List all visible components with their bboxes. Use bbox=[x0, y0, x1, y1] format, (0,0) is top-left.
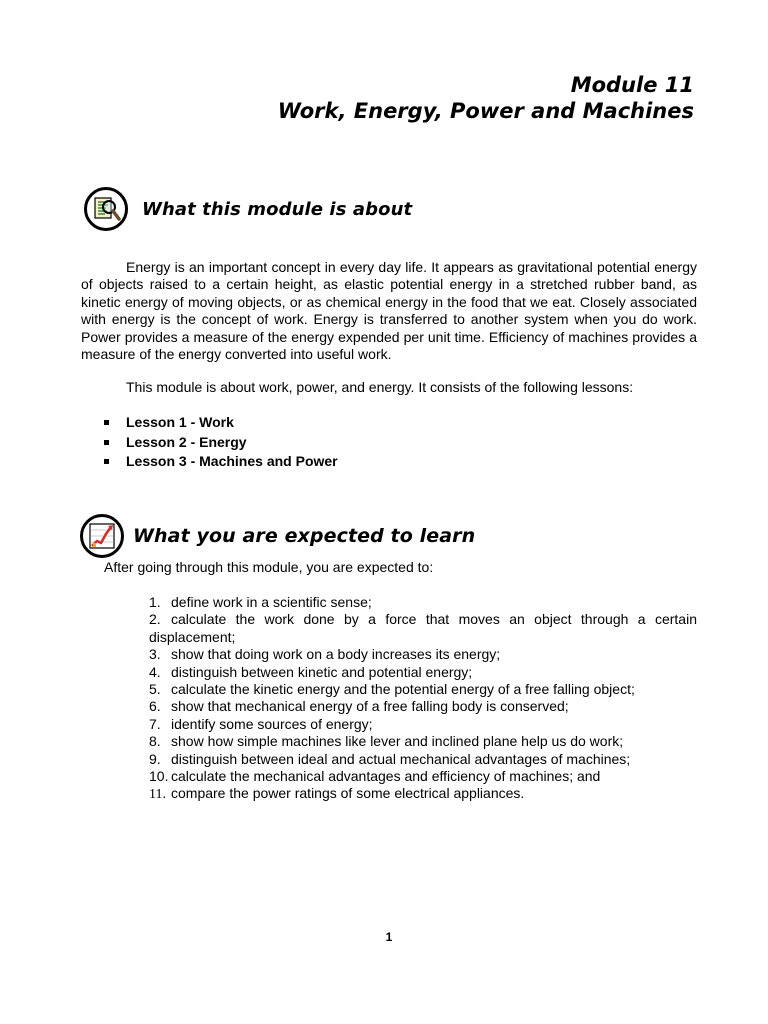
objective-text: show how simple machines like lever and inclined plane help us do work; bbox=[171, 733, 624, 750]
objective-text: identify some sources of energy; bbox=[171, 715, 373, 732]
list-item bbox=[149, 733, 697, 750]
section-title-expect: What you are expected to learn bbox=[133, 525, 476, 547]
list-item bbox=[149, 681, 697, 698]
objective-text: define work in a scientific sense; bbox=[171, 594, 372, 610]
objective-text: distinguish between kinetic and potential energy; bbox=[171, 663, 473, 680]
objective-number: 3. bbox=[149, 646, 161, 663]
list-item bbox=[104, 413, 338, 433]
lesson-label: Lesson 3 - Machines and Power bbox=[126, 453, 338, 469]
list-item bbox=[149, 716, 697, 733]
lesson-list bbox=[104, 413, 338, 472]
objective-text: calculate the mechanical advantages and efficiency of machines; and bbox=[171, 768, 601, 785]
objective-number: 1. bbox=[149, 594, 161, 610]
objective-number: 5. bbox=[149, 681, 161, 698]
bullet-icon bbox=[104, 420, 109, 425]
list-item bbox=[104, 433, 338, 453]
list-item bbox=[149, 664, 697, 681]
objective-text: compare the power ratings of some electrical appliances. bbox=[171, 785, 525, 802]
list-item bbox=[149, 611, 697, 646]
objective-text: calculate the work done by a force that moves an object through a certain displacement; bbox=[149, 611, 697, 645]
list-item bbox=[149, 594, 697, 611]
section-title-about: What this module is about bbox=[142, 198, 413, 220]
objective-number: 7. bbox=[149, 715, 161, 732]
list-item bbox=[149, 768, 697, 785]
section-heading-about bbox=[84, 187, 412, 231]
about-paragraph: Energy is an important concept in every day life. It appears as gravitational potential energy of objects raised to a certain height, as elastic potential energy in a stretched rubber band, as kinetic energy of moving objects, or as chemical energy in the food that we eat. Closely associated with energy is the concept of work. Energy is transferred to another system when you do work. Power provides a measure of the energy expended per unit time. Efficiency of machines provides a measure of the energy converted into useful work. bbox=[81, 259, 697, 363]
objective-text: distinguish between ideal and actual mechanical advantages of machines; bbox=[171, 750, 631, 767]
bullet-icon bbox=[104, 440, 109, 445]
objective-number: 11. bbox=[149, 787, 166, 803]
section-heading-expect bbox=[80, 514, 475, 558]
lessons-intro: This module is about work, power, and energy. It consists of the following lessons: bbox=[126, 379, 634, 395]
objective-number: 9. bbox=[149, 750, 161, 767]
objective-number: 10. bbox=[149, 768, 169, 785]
rising-chart-icon bbox=[80, 514, 124, 558]
module-title: Work, Energy, Power and Machines bbox=[277, 99, 694, 123]
bullet-icon bbox=[104, 459, 109, 464]
list-item bbox=[149, 751, 697, 768]
objective-number: 6. bbox=[149, 698, 161, 715]
page-number: 1 bbox=[385, 930, 393, 944]
objective-text: show that mechanical energy of a free falling body is conserved; bbox=[171, 698, 569, 715]
objectives-intro: After going through this module, you are expected to: bbox=[104, 559, 434, 575]
list-item bbox=[149, 785, 697, 803]
list-item bbox=[149, 698, 697, 715]
objective-list bbox=[149, 594, 697, 804]
objective-number: 4. bbox=[149, 663, 161, 680]
module-label: Module 11 bbox=[570, 73, 694, 97]
objective-text: calculate the kinetic energy and the potential energy of a free falling object; bbox=[171, 681, 635, 698]
module-header bbox=[278, 72, 694, 124]
objective-number: 8. bbox=[149, 733, 161, 750]
magnifier-document-icon bbox=[84, 187, 128, 231]
lesson-label: Lesson 2 - Energy bbox=[126, 433, 247, 450]
list-item bbox=[149, 646, 697, 663]
list-item bbox=[104, 452, 338, 472]
lesson-label: Lesson 1 - Work bbox=[126, 414, 234, 430]
objective-text: show that doing work on a body increases its energy; bbox=[171, 646, 501, 663]
objective-number: 2. bbox=[149, 611, 161, 628]
